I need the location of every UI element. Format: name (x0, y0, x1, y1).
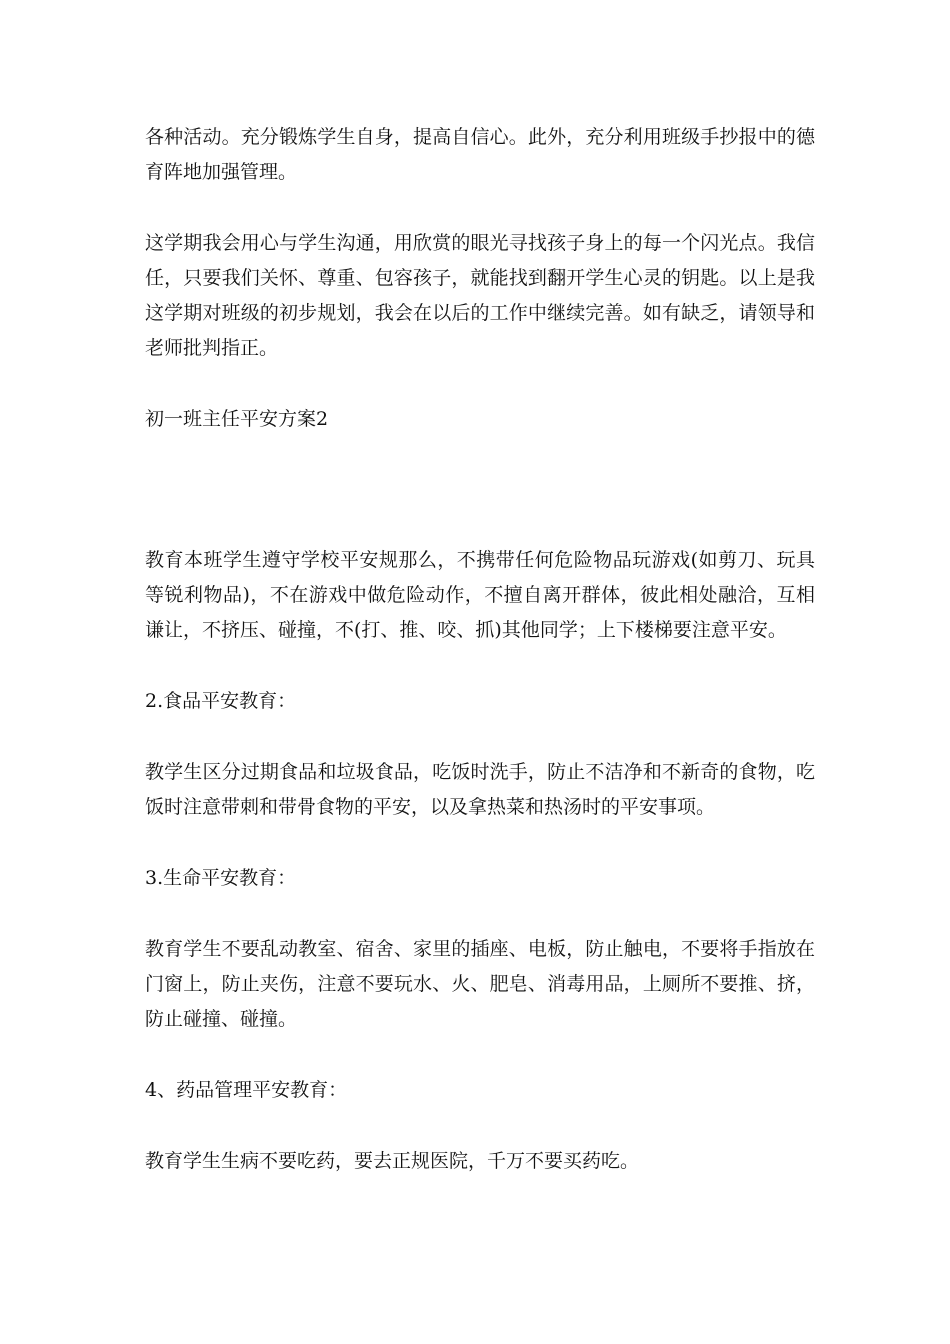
paragraph-life-safety: 教育学生不要乱动教室、宿舍、家里的插座、电板，防止触电，不要将手指放在门窗上，防止夹伤，注意不要玩水、火、肥皂、消毒用品，上厕所不要推、挤，防止碰撞、碰撞。 (145, 938, 815, 1030)
paragraph-activities: 各种活动。充分锻炼学生自身，提高自信心。此外，充分利用班级手抄报中的德育阵地加强管理。 (145, 126, 815, 183)
heading-food-safety: 2.食品平安教育： (145, 690, 297, 712)
paragraph-medicine-safety: 教育学生生病不要吃药，要去正规医院，千万不要买药吃。 (145, 1150, 640, 1172)
paragraph-food-safety: 教学生区分过期食品和垃圾食品，吃饭时洗手，防止不洁净和不新奇的食物，吃饭时注意带刺和带骨食物的平安，以及拿热菜和热汤时的平安事项。 (145, 761, 815, 818)
heading-medicine-safety: 4、药品管理平安教育： (145, 1079, 348, 1101)
document-body (145, 120, 815, 1215)
paragraph-school-safety: 教育本班学生遵守学校平安规那么，不携带任何危险物品玩游戏(如剪刀、玩具等锐利物品)，不在游戏中做危险动作，不擅自离开群体，彼此相处融洽，互相谦让，不挤压、碰撞，不(打、推、咬、抓)其他同学；上下楼梯要注意平安。 (145, 549, 815, 641)
heading-life-safety: 3.生命平安教育： (145, 867, 297, 889)
section-title: 初一班主任平安方案2 (145, 408, 329, 430)
paragraph-semester-plan: 这学期我会用心与学生沟通，用欣赏的眼光寻找孩子身上的每一个闪光点。我信任，只要我们关怀、尊重、包容孩子，就能找到翻开学生心灵的钥匙。以上是我这学期对班级的初步规划，我会在以后的工作中继续完善。如有缺乏，请领导和老师批判指正。 (145, 232, 815, 359)
